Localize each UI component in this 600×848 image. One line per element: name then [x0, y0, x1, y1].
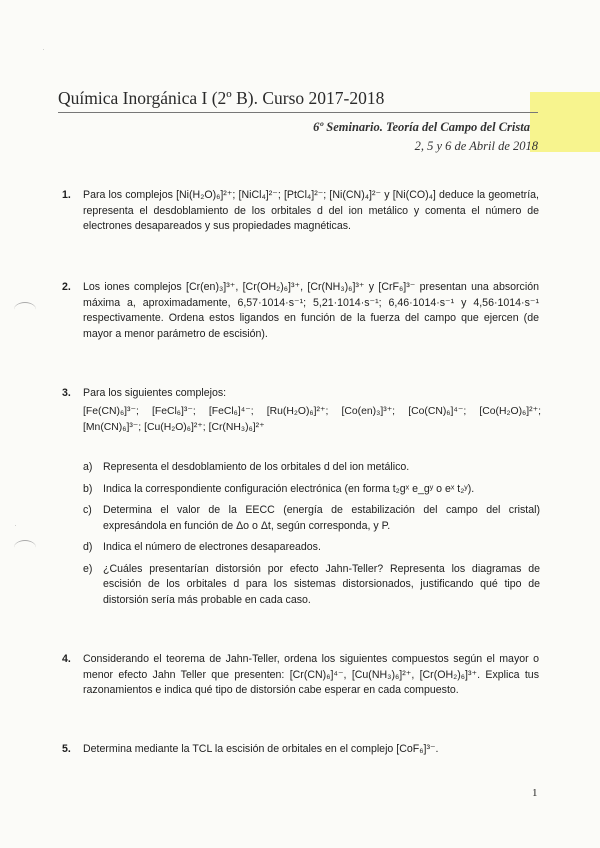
complex-formula: [Fe(CN)₆]³⁻; [83, 406, 139, 417]
complex-formula: [Co(CN)₆]⁴⁻; [408, 406, 467, 417]
question-text: Para los siguientes complejos: [83, 387, 227, 399]
complex-formula: [FeCl₆]⁴⁻; [208, 406, 254, 417]
complex-formula: [Cr(NH₃)₆]²⁺ [208, 422, 265, 433]
complex-formula: [Mn(CN)₆]³⁻; [83, 422, 142, 433]
subitem [83, 540, 540, 556]
question-number: 5. [62, 743, 71, 755]
scan-speck: · [14, 520, 17, 530]
question-number: 2. [62, 281, 71, 293]
question-3-subitems [83, 460, 540, 614]
question-5 [62, 742, 539, 758]
complex-formula: [Ru(H₂O)₆]²⁺; [266, 406, 329, 417]
subitem [83, 503, 540, 534]
subitem-label: c) [83, 504, 92, 516]
page-number: 1 [532, 787, 538, 799]
question-number: 4. [62, 653, 71, 665]
subitem-label: d) [83, 541, 93, 553]
punch-hole-mark [14, 302, 36, 317]
question-number: 3. [62, 387, 71, 399]
question-2 [62, 280, 539, 342]
complex-formula: [Co(H₂O)₆]²⁺; [479, 406, 541, 417]
subitem-text: Representa el desdoblamiento de los orbitales d del ion metálico. [103, 461, 410, 473]
complex-formula: [Co(en)₃]³⁺; [341, 406, 396, 417]
subitem-text: Indica la correspondiente configuración electrónica (en forma t₂gˣ e_gʸ o eˣ t₂ʸ). [103, 482, 475, 495]
document-title: Química Inorgánica I (2º B). Curso 2017-2018 [58, 88, 538, 113]
sticky-note [530, 92, 600, 152]
complex-list [83, 404, 543, 436]
punch-hole-mark [14, 540, 36, 555]
question-1 [62, 188, 539, 235]
subitem-text: Determina el valor de la EECC (energía de estabilización del campo del cristal) expresándola en función de Δo o Δt, según corresponda, y P. [103, 504, 540, 532]
question-number: 1. [62, 189, 71, 201]
subitem [83, 562, 540, 609]
subitem-text: Indica el número de electrones desapareados. [103, 541, 321, 553]
subitem [83, 482, 540, 498]
question-4 [62, 652, 539, 699]
subitem-label: e) [83, 562, 93, 575]
subitem [83, 460, 540, 476]
subitem-label: b) [83, 482, 93, 495]
complex-formula: [Cu(H₂O)₆]²⁺; [144, 422, 206, 433]
question-3 [62, 386, 539, 402]
seminar-dates: 2, 5 y 6 de Abril de 2018 [414, 139, 538, 153]
seminar-title: 6º Seminario. Teoría del Campo del Crista [313, 120, 530, 134]
question-text: Los iones complejos [Cr(en)₃]³⁺, [Cr(OH₂)₆]³⁺, [Cr(NH₃)₆]³⁺ y [CrF₆]³⁻ presentan una absorción máxima a, aproximadamente, 6,57·1014·s⁻¹; 5,21·1014·s⁻¹; 6,46·1014·s⁻¹ y 4,56·1014·s⁻¹ respectivamente. Ordena estos ligandos en función de la fuerza del campo que ejercen (de mayor a menor parámetro de escisión). [83, 281, 539, 340]
scan-speck: · [42, 44, 45, 54]
complex-formula: [FeCl₆]³⁻; [151, 406, 196, 417]
question-text: Considerando el teorema de Jahn-Teller, ordena los siguientes compuestos según el mayor o menor efecto Jahn Teller que presenten: [Cr(CN)₆]⁴⁻, [Cu(NH₃)₆]²⁺, [Cr(OH₂)₆]³⁺. Explica tus razonamientos e indica qué tipo de distorsión cabe esperar en cada compuesto. [83, 653, 539, 697]
question-text: Determina mediante la TCL la escisión de orbitales en el complejo [CoF₆]³⁻. [83, 743, 439, 755]
subitem-label: a) [83, 461, 93, 473]
question-text: Para los complejos [Ni(H₂O)₆]²⁺; [NiCl₄]²⁻; [PtCl₄]²⁻; [Ni(CN)₄]²⁻ y [Ni(CO)₄] deduce la geometría, representa el desdoblamiento de los orbitales d del ion metálico y comenta el número de electrones desapareados y sus propiedades magnéticas. [83, 189, 539, 233]
subitem-text: ¿Cuáles presentarían distorsión por efecto Jahn-Teller? Representa los diagramas de escisión de los orbitales d para los sistemas distorsionados, justificando qué tipo de distorsión sería más probable en cada caso. [103, 562, 540, 606]
